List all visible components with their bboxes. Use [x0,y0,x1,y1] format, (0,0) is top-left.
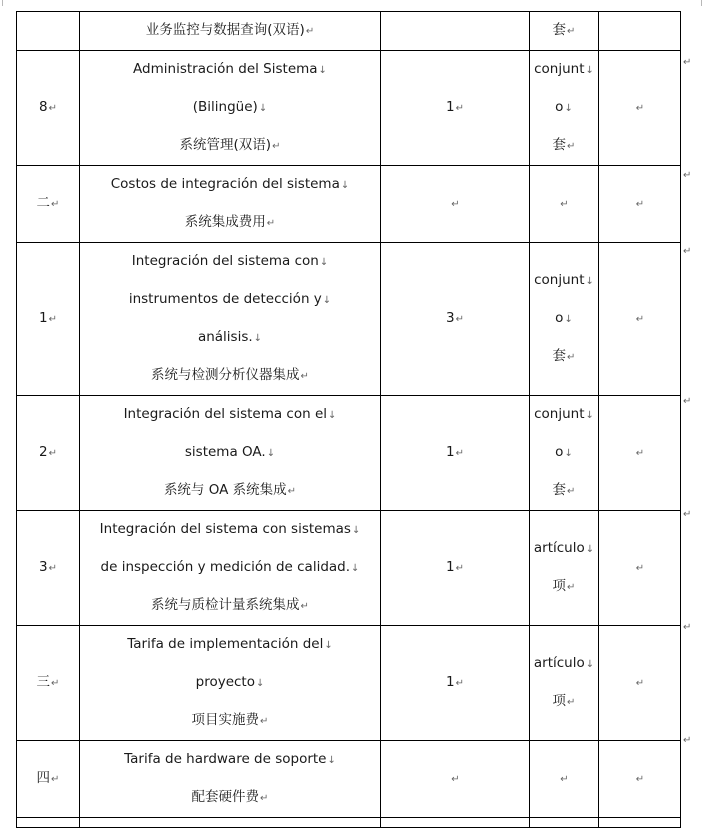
row-end-mark: ↵ [683,509,692,520]
cell-price[interactable] [599,511,681,626]
qty-text: 1 [446,99,455,115]
cell-unit[interactable] [530,12,599,51]
paragraph-mark: ↵ [455,678,464,689]
paragraph-mark: ↵ [635,563,645,574]
line-break-mark: ↓ [564,448,573,459]
paragraph-mark: ↵ [635,678,645,689]
cell-unit[interactable] [530,626,599,741]
paragraph-mark: ↵ [300,601,309,612]
cell-unit[interactable] [530,166,599,243]
desc-text: Tarifa de implementación del [127,636,324,652]
line-break-mark: ↓ [585,410,594,421]
table-row [17,511,681,626]
paragraph-mark: ↵ [48,448,57,459]
cell-no[interactable] [17,12,80,51]
desc-text: 配套硬件费 [191,789,260,805]
cell-empty[interactable] [530,818,599,828]
desc-text: 系统与检测分析仪器集成 [151,367,300,383]
unit-line [530,530,598,568]
unit-line [530,185,598,223]
desc-line [80,434,380,472]
quotation-table [16,11,681,828]
paragraph-mark: ↵ [287,486,297,497]
paragraph-mark: ↵ [51,199,60,210]
line-break-mark: ↓ [258,103,268,114]
line-break-mark: ↓ [564,103,573,114]
cell-price[interactable] [599,166,681,243]
unit-line [530,338,598,376]
cell-qty[interactable] [381,511,530,626]
desc-line [80,127,380,165]
cell-price[interactable] [599,741,681,818]
no-text: 8 [39,99,48,115]
desc-text: 系统管理(双语) [179,137,272,153]
cell-price[interactable] [599,12,681,51]
line-break-mark: ↓ [328,410,337,421]
paragraph-mark: ↵ [560,774,569,785]
paragraph-mark: ↵ [635,774,645,785]
no-text: 1 [39,310,48,326]
unit-line [530,127,598,165]
cell-unit[interactable] [530,741,599,818]
cell-desc[interactable] [80,12,381,51]
line-break-mark: ↓ [585,659,595,670]
paragraph-mark: ↵ [48,103,57,114]
table-row [17,818,681,828]
paragraph-mark: ↵ [455,563,464,574]
cell-price[interactable] [599,51,681,166]
cell-price[interactable] [599,626,681,741]
cell-no[interactable] [17,511,80,626]
line-break-mark: ↓ [585,65,594,76]
cell-unit[interactable] [530,51,599,166]
paragraph-mark: ↵ [51,678,60,689]
cell-qty[interactable] [381,166,530,243]
unit-line [530,396,598,434]
unit-text: o [555,444,564,460]
line-break-mark: ↓ [266,448,276,459]
cell-desc[interactable] [80,396,381,511]
paragraph-mark: ↵ [567,352,576,363]
cell-desc[interactable] [80,243,381,396]
cell-price[interactable] [599,396,681,511]
desc-line [80,204,380,242]
unit-text: artículo [533,540,585,556]
unit-text: 套 [552,482,567,498]
desc-line [80,243,380,281]
unit-text: 套 [552,348,567,364]
page-corner-mark-right [701,0,702,6]
cell-qty[interactable] [381,626,530,741]
paragraph-mark: ↵ [455,448,464,459]
cell-no[interactable] [17,741,80,818]
desc-text: de inspección y medición de calidad. [100,559,351,575]
paragraph-mark: ↵ [635,314,645,325]
desc-line [80,12,380,50]
paragraph-mark: ↵ [451,199,460,210]
row-end-mark: ↵ [683,246,692,257]
unit-line [530,760,598,798]
qty-text: 3 [446,310,455,326]
unit-line [530,89,598,127]
unit-line [530,434,598,472]
paragraph-mark: ↵ [48,563,57,574]
desc-text: 项目实施费 [191,712,260,728]
desc-line [80,511,380,549]
cell-no[interactable] [17,626,80,741]
unit-line [530,12,598,50]
cell-no[interactable] [17,396,80,511]
unit-line [530,51,598,89]
paragraph-mark: ↵ [455,103,464,114]
cell-no[interactable] [17,243,80,396]
no-text: 3 [39,559,48,575]
desc-text: 系统与质检计量系统集成 [151,597,300,613]
cell-empty[interactable] [381,818,530,828]
paragraph-mark: ↵ [635,448,645,459]
cell-empty[interactable] [80,818,381,828]
line-break-mark: ↓ [255,678,265,689]
table-row [17,166,681,243]
paragraph-mark: ↵ [300,371,309,382]
paragraph-mark: ↵ [260,716,269,727]
cell-qty[interactable] [381,396,530,511]
desc-line [80,319,380,357]
cell-empty[interactable] [599,818,681,828]
paragraph-mark: ↵ [51,774,60,785]
paragraph-mark: ↵ [567,486,576,497]
paragraph-mark: ↵ [455,314,464,325]
no-text: 二 [36,195,51,211]
line-break-mark: ↓ [340,180,350,191]
unit-text: conjunt [534,406,585,422]
desc-text: 系统集成费用 [184,214,266,230]
row-end-mark: ↵ [683,622,692,633]
qty-text: 1 [446,559,455,575]
cell-qty[interactable] [381,243,530,396]
unit-text: conjunt [534,272,585,288]
paragraph-mark: ↵ [567,582,576,593]
paragraph-mark: ↵ [635,199,645,210]
paragraph-mark: ↵ [266,218,276,229]
cell-no[interactable] [17,166,80,243]
cell-desc[interactable] [80,166,381,243]
unit-line [530,262,598,300]
desc-text: Costos de integración del sistema [110,176,340,192]
paragraph-mark: ↵ [567,697,576,708]
qty-text: 1 [446,444,455,460]
desc-line [80,166,380,204]
no-text: 四 [36,770,51,786]
page-corner-mark-left [2,0,3,6]
unit-text: o [555,310,564,326]
paragraph-mark: ↵ [560,199,569,210]
line-break-mark: ↓ [253,333,263,344]
cell-unit[interactable] [530,511,599,626]
desc-line [80,741,380,779]
paragraph-mark: ↵ [635,103,645,114]
table-row [17,626,681,741]
cell-desc[interactable] [80,626,381,741]
paragraph-mark: ↵ [305,26,315,37]
row-end-mark: ↵ [683,57,692,68]
paragraph-mark: ↵ [451,774,460,785]
desc-text: Administración del Sistema [133,61,318,77]
desc-text: análisis. [197,329,253,345]
desc-line [80,51,380,89]
unit-text: 套 [552,22,567,38]
paragraph-mark: ↵ [48,314,57,325]
unit-line [530,472,598,510]
unit-line [530,683,598,721]
unit-text: 项 [552,693,567,709]
unit-text: artículo [533,655,585,671]
desc-line [80,357,380,395]
line-break-mark: ↓ [327,755,336,766]
cell-desc[interactable] [80,51,381,166]
desc-text: Tarifa de hardware de soporte [124,751,327,767]
paragraph-mark: ↵ [260,793,269,804]
cell-qty[interactable] [381,12,530,51]
desc-text: Integración del sistema con [131,253,319,269]
line-break-mark: ↓ [324,640,333,651]
desc-line [80,626,380,664]
desc-line [80,396,380,434]
line-break-mark: ↓ [351,525,361,536]
desc-line [80,281,380,319]
desc-line [80,89,380,127]
table-row [17,243,681,396]
unit-line [530,645,598,683]
table-body [17,12,681,828]
cell-desc[interactable] [80,511,381,626]
cell-qty[interactable] [381,741,530,818]
unit-text: 套 [552,137,567,153]
table-row [17,741,681,818]
line-break-mark: ↓ [351,563,360,574]
table-row [17,396,681,511]
cell-unit[interactable] [530,396,599,511]
desc-line [80,664,380,702]
desc-text: sistema OA. [184,444,266,460]
desc-text: (Bilingüe) [192,99,258,115]
paragraph-mark: ↵ [567,141,576,152]
unit-text: conjunt [534,61,585,77]
desc-text: 业务监控与数据查询(双语) [145,22,305,38]
no-text: 2 [39,444,48,460]
desc-line [80,587,380,625]
desc-text: Integración del sistema con el [123,406,328,422]
row-end-mark: ↵ [683,170,692,181]
line-break-mark: ↓ [318,65,327,76]
row-end-mark: ↵ [683,735,692,746]
line-break-mark: ↓ [585,276,594,287]
line-break-mark: ↓ [564,314,573,325]
desc-line [80,472,380,510]
desc-line [80,779,380,817]
paragraph-mark: ↵ [567,26,576,37]
unit-text: 项 [552,578,567,594]
cell-qty[interactable] [381,51,530,166]
cell-empty[interactable] [17,818,80,828]
desc-line [80,549,380,587]
unit-text: o [555,99,564,115]
paragraph-mark: ↵ [272,141,281,152]
cell-unit[interactable] [530,243,599,396]
row-end-mark: ↵ [683,396,692,407]
no-text: 三 [36,674,51,690]
unit-line [530,568,598,606]
qty-text: 1 [446,674,455,690]
desc-text: Integración del sistema con sistemas [99,521,351,537]
desc-text: 系统与 OA 系统集成 [163,482,287,498]
line-break-mark: ↓ [585,544,595,555]
desc-line [80,702,380,740]
cell-desc[interactable] [80,741,381,818]
table-row [17,51,681,166]
desc-text: instrumentos de detección y [128,291,322,307]
line-break-mark: ↓ [322,295,332,306]
cell-price[interactable] [599,243,681,396]
desc-text: proyecto [195,674,255,690]
cell-no[interactable] [17,51,80,166]
line-break-mark: ↓ [319,257,329,268]
table-row [17,12,681,51]
unit-line [530,300,598,338]
